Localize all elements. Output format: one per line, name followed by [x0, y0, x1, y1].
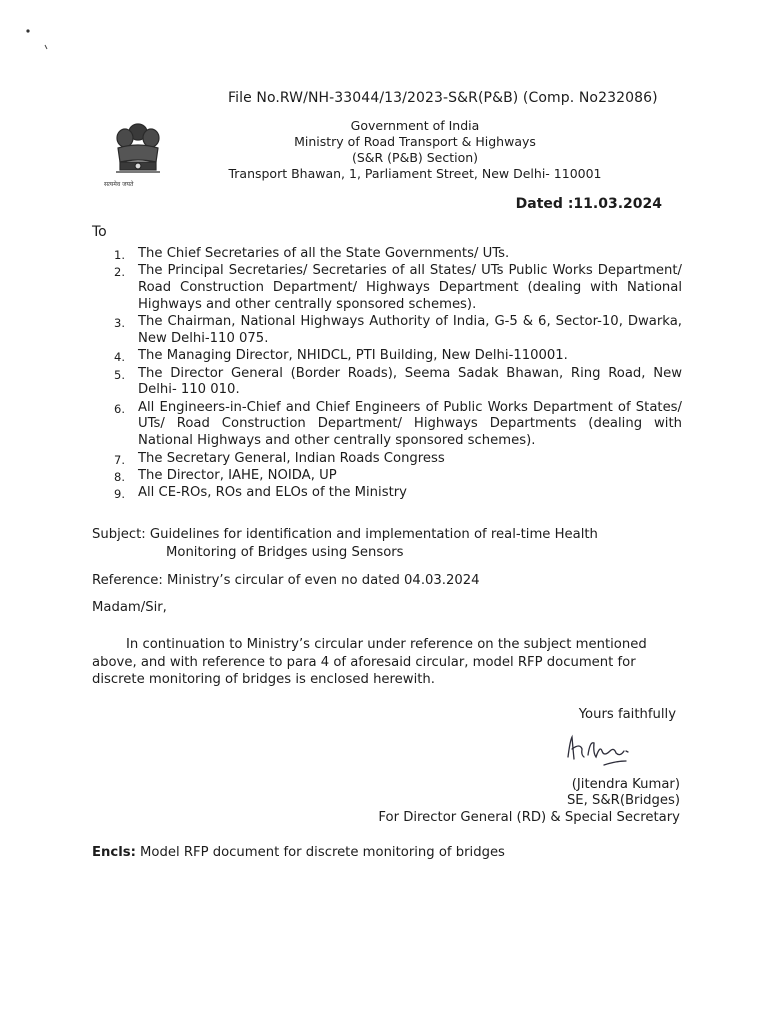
- list-item: [114, 246, 682, 263]
- header-government: Government of India: [350, 118, 480, 133]
- list-item-text: The Secretary General, Indian Roads Congress: [138, 450, 445, 466]
- signature-icon: [560, 727, 670, 771]
- list-item-text: The Chief Secretaries of all the State Governments/ UTs.: [138, 246, 510, 261]
- subject-line: Subject: Guidelines for identification and implementation of real-time Health: [92, 527, 598, 542]
- list-item: [114, 263, 682, 313]
- list-item-number: 5.: [114, 367, 125, 382]
- signer-for-line: For Director General (RD) & Special Secretary: [378, 810, 680, 825]
- list-item-text: The Director General (Border Roads), Seema Sadak Bhawan, Ring Road, New Delhi- 110 010.: [138, 365, 682, 398]
- list-item: [114, 485, 682, 502]
- enclosure-text: Model RFP document for discrete monitoring of bridges: [135, 845, 505, 860]
- scan-specks: [0, 0, 80, 60]
- header-section: (S&R (P&B) Section): [351, 150, 479, 165]
- closing: Yours faithfully: [578, 707, 676, 722]
- list-item-number: 4.: [114, 350, 125, 365]
- header-address: Transport Bhawan, 1, Parliament Street, New Delhi- 110001: [228, 166, 602, 181]
- list-item-number: 3.: [114, 316, 125, 331]
- list-item-text: All CE-ROs, ROs and ELOs of the Ministry: [138, 485, 407, 501]
- list-item-text: All Engineers-in-Chief and Chief Engineers of Public Works Department of States/ UTs/ Road Construction Department/ Highways Departments (dealing with National Highways and other centrally sponsored schemes).: [138, 399, 682, 449]
- list-item-number: 2.: [114, 265, 125, 280]
- signer-name: (Jitendra Kumar): [571, 777, 680, 792]
- list-item: [114, 314, 682, 348]
- to-label: To: [92, 224, 107, 240]
- list-item-text: The Chairman, National Highways Authority of India, G-5 & 6, Sector-10, Dwarka, New Delhi-110 075.: [138, 314, 682, 346]
- list-item-number: 6.: [114, 401, 125, 416]
- subject-line-continued: Monitoring of Bridges using Sensors: [166, 545, 404, 560]
- list-item-text: The Managing Director, NHIDCL, PTI Building, New Delhi-110001.: [138, 348, 568, 364]
- list-item-number: 8.: [114, 469, 125, 484]
- body-paragraph: In continuation to Ministry’s circular under reference on the subject mentioned above, and with reference to para 4 of aforesaid circular, model RFP document for discrete monitoring of bridges is enclosed herewith.: [92, 637, 647, 687]
- enclosure-line: [92, 845, 505, 860]
- emblem-caption: सत्यमेव जयते: [104, 181, 134, 188]
- file-number: File No.RW/NH-33044/13/2023-S&R(P&B) (Comp. No232086): [228, 90, 658, 106]
- list-item-text: The Principal Secretaries/ Secretaries of all States/ UTs Public Works Department/ Road Construction Department/ Highways Department (dealing with National Highways and other centrally sponsored schemes).: [138, 263, 682, 312]
- list-item-number: 9.: [114, 487, 125, 502]
- list-item-text: The Director, IAHE, NOIDA, UP: [138, 467, 337, 483]
- list-item: [114, 348, 682, 365]
- reference-line: Reference: Ministry’s circular of even no dated 04.03.2024: [92, 573, 480, 588]
- list-item-number: 1.: [114, 248, 125, 262]
- list-item-number: 7.: [114, 452, 125, 467]
- list-item: [114, 400, 682, 450]
- list-item: [114, 468, 682, 485]
- header-ministry: Ministry of Road Transport & Highways: [294, 134, 536, 149]
- enclosure-label: Encls:: [92, 845, 136, 860]
- list-item: [114, 366, 682, 400]
- salutation: Madam/Sir,: [92, 600, 167, 615]
- recipient-list: [114, 246, 682, 502]
- list-item: [114, 451, 682, 468]
- date-line: Dated :11.03.2024: [515, 196, 662, 212]
- signer-designation: SE, S&R(Bridges): [566, 793, 680, 808]
